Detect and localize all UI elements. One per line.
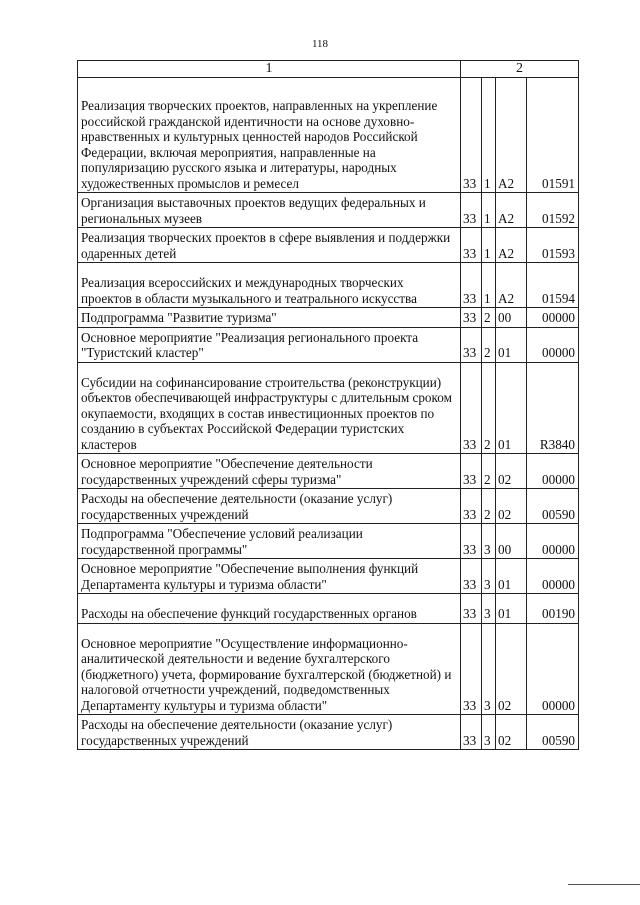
row-direction-code: 00590 xyxy=(527,715,579,750)
row-direction-code: 00590 xyxy=(527,489,579,524)
row-direction-code: 00000 xyxy=(527,634,579,715)
row-description: Реализация творческих проектов в сфере выявления и поддержки одаренных детей xyxy=(78,228,461,263)
row-program-code: 33 xyxy=(461,524,482,559)
spacer-cell xyxy=(461,362,482,373)
row-subprogram-code: 2 xyxy=(482,489,496,524)
table-row xyxy=(78,715,579,750)
row-description: Основное мероприятие "Обеспечение деятельности государственных учреждений сферы туризма" xyxy=(78,454,461,489)
row-event-code: 02 xyxy=(496,634,527,715)
spacer-cell xyxy=(78,623,461,634)
table-row xyxy=(78,308,579,328)
spacer-cell xyxy=(527,623,579,634)
row-description: Подпрограмма "Развитие туризма" xyxy=(78,308,461,328)
page-number: 118 xyxy=(311,38,329,50)
row-description: Расходы на обеспечение деятельности (оказание услуг) государственных учреждений xyxy=(78,489,461,524)
row-event-code: А2 xyxy=(496,96,527,193)
row-direction-code: R3840 xyxy=(527,373,579,454)
table-row xyxy=(78,193,579,228)
table-row xyxy=(78,373,579,454)
row-direction-code: 00000 xyxy=(527,524,579,559)
row-direction-code: 01593 xyxy=(527,228,579,263)
row-subprogram-code: 2 xyxy=(482,454,496,489)
spacer-cell xyxy=(482,263,496,274)
table-row xyxy=(78,327,579,362)
row-subprogram-code: 3 xyxy=(482,634,496,715)
table-row xyxy=(78,634,579,715)
row-direction-code: 00000 xyxy=(527,454,579,489)
row-subprogram-code: 2 xyxy=(482,308,496,328)
row-program-code: 33 xyxy=(461,228,482,263)
row-direction-code: 01591 xyxy=(527,96,579,193)
row-subprogram-code: 3 xyxy=(482,715,496,750)
spacer-cell xyxy=(482,362,496,373)
spacer-cell xyxy=(527,362,579,373)
spacer-row xyxy=(78,263,579,274)
spacer-cell xyxy=(78,362,461,373)
row-event-code: А2 xyxy=(496,193,527,228)
row-direction-code: 00000 xyxy=(527,308,579,328)
row-program-code: 33 xyxy=(461,193,482,228)
table-row xyxy=(78,454,579,489)
row-program-code: 33 xyxy=(461,327,482,362)
spacer-cell xyxy=(78,263,461,274)
row-subprogram-code: 1 xyxy=(482,228,496,263)
row-subprogram-code: 3 xyxy=(482,559,496,594)
row-direction-code: 01592 xyxy=(527,193,579,228)
row-direction-code: 00000 xyxy=(527,559,579,594)
table-row xyxy=(78,559,579,594)
row-subprogram-code: 3 xyxy=(482,524,496,559)
row-description: Основное мероприятие "Реализация регионального проекта "Туристский кластер" xyxy=(78,327,461,362)
row-description: Субсидии на софинансирование строительства (реконструкции) объектов обеспечивающей инфраструктуры с длительным сроком окупаемости, входящих в состав инвестиционных проектов по созданию в субъектах Российской Федерации туристских кластеров xyxy=(78,373,461,454)
row-program-code: 33 xyxy=(461,273,482,308)
budget-classification-table xyxy=(77,60,579,750)
row-event-code: 01 xyxy=(496,327,527,362)
row-description: Расходы на обеспечение функций государственных органов xyxy=(78,594,461,624)
row-subprogram-code: 2 xyxy=(482,373,496,454)
row-subprogram-code: 1 xyxy=(482,193,496,228)
row-event-code: 02 xyxy=(496,489,527,524)
footer-rule xyxy=(568,884,640,885)
row-description: Реализация всероссийских и международных творческих проектов в области музыкального и театрального искусства xyxy=(78,273,461,308)
row-event-code: А2 xyxy=(496,273,527,308)
table-row xyxy=(78,273,579,308)
spacer-cell xyxy=(78,78,461,97)
spacer-cell xyxy=(482,78,496,97)
table-body xyxy=(78,78,579,750)
row-subprogram-code: 3 xyxy=(482,594,496,624)
table-row xyxy=(78,228,579,263)
spacer-cell xyxy=(461,263,482,274)
spacer-cell xyxy=(496,362,527,373)
row-description: Реализация творческих проектов, направленных на укрепление российской гражданской идентичности на основе духовно-нравственных и культурных ценностей народов Российской Федерации, включая мероприятия, направленные на популяризацию русского языка и литературы, народных художественных промыслов и ремесел xyxy=(78,96,461,193)
row-program-code: 33 xyxy=(461,634,482,715)
table-row xyxy=(78,96,579,193)
table-row xyxy=(78,594,579,624)
row-description: Расходы на обеспечение деятельности (оказание услуг) государственных учреждений xyxy=(78,715,461,750)
spacer-cell xyxy=(496,263,527,274)
spacer-cell xyxy=(496,623,527,634)
header-code-column: 2 xyxy=(461,61,579,78)
row-event-code: А2 xyxy=(496,228,527,263)
row-direction-code: 00000 xyxy=(527,327,579,362)
row-program-code: 33 xyxy=(461,454,482,489)
row-program-code: 33 xyxy=(461,559,482,594)
row-event-code: 01 xyxy=(496,594,527,624)
row-program-code: 33 xyxy=(461,96,482,193)
row-program-code: 33 xyxy=(461,373,482,454)
spacer-row xyxy=(78,362,579,373)
row-event-code: 02 xyxy=(496,715,527,750)
table-row xyxy=(78,524,579,559)
row-direction-code: 01594 xyxy=(527,273,579,308)
spacer-cell xyxy=(527,263,579,274)
spacer-row xyxy=(78,78,579,97)
row-subprogram-code: 1 xyxy=(482,273,496,308)
spacer-row xyxy=(78,623,579,634)
row-description: Организация выставочных проектов ведущих федеральных и региональных музеев xyxy=(78,193,461,228)
row-event-code: 00 xyxy=(496,524,527,559)
spacer-cell xyxy=(461,623,482,634)
row-event-code: 01 xyxy=(496,559,527,594)
row-subprogram-code: 2 xyxy=(482,327,496,362)
row-description: Основное мероприятие "Осуществление информационно-аналитической деятельности и ведение бухгалтерского (бюджетного) учета, формирование бухгалтерской (бюджетной) и налоговой отчетности учреждений, подведомственных Департаменту культуры и туризма области" xyxy=(78,634,461,715)
row-description: Подпрограмма "Обеспечение условий реализации государственной программы" xyxy=(78,524,461,559)
row-event-code: 00 xyxy=(496,308,527,328)
table-header-row xyxy=(78,61,579,78)
row-program-code: 33 xyxy=(461,489,482,524)
table-row xyxy=(78,489,579,524)
row-program-code: 33 xyxy=(461,594,482,624)
row-event-code: 01 xyxy=(496,373,527,454)
row-subprogram-code: 1 xyxy=(482,96,496,193)
row-direction-code: 00190 xyxy=(527,594,579,624)
row-event-code: 02 xyxy=(496,454,527,489)
spacer-cell xyxy=(482,623,496,634)
row-program-code: 33 xyxy=(461,308,482,328)
row-program-code: 33 xyxy=(461,715,482,750)
row-description: Основное мероприятие "Обеспечение выполнения функций Департамента культуры и туризма области" xyxy=(78,559,461,594)
header-description-column: 1 xyxy=(78,61,461,78)
spacer-cell xyxy=(496,78,527,97)
spacer-cell xyxy=(527,78,579,97)
spacer-cell xyxy=(461,78,482,97)
